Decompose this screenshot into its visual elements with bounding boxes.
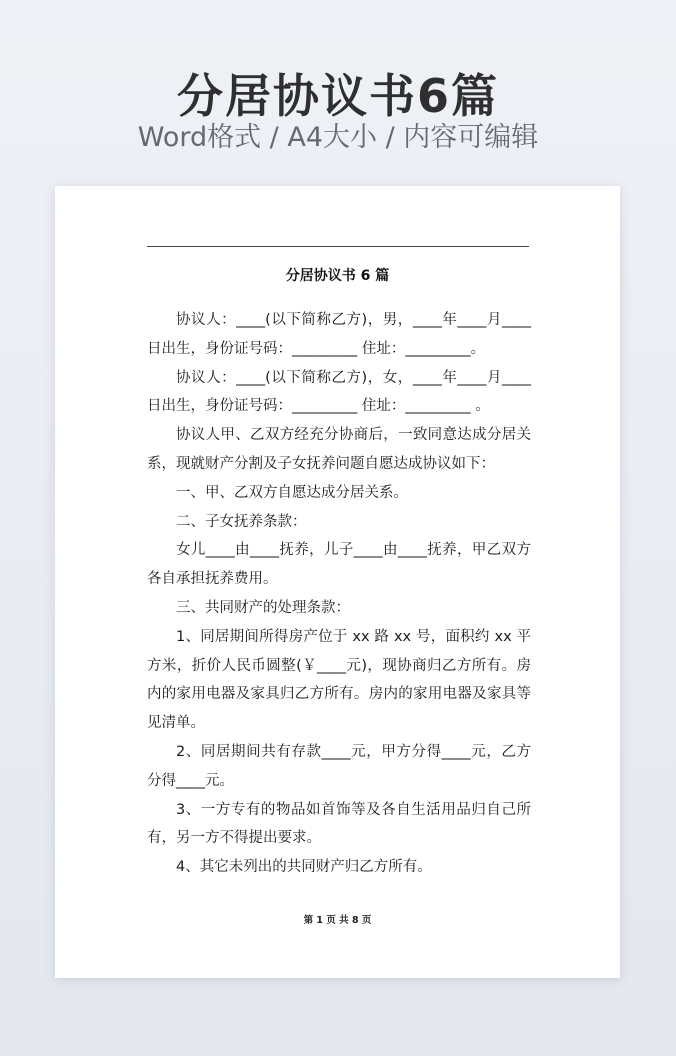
clause-3-item-2: 2、同居期间共有存款____元，甲方分得____元，乙方分得____元。 — [147, 743, 531, 789]
clause-2-heading: 二、子女抚养条款： — [176, 513, 307, 530]
clause-3-item-1: 1、同居期间所得房产位于 xx 路 xx 号，面积约 xx 平方米，折价人民币圆整(￥____元)，现协商归乙方所有。房内的家用电器及家具归乙方所有。房内的家用电器及家具等见清单。 — [147, 628, 531, 732]
header-rule — [147, 246, 529, 247]
clause-3-item-3: 3、一方专有的物品如首饰等及各自生活用品归自己所有，另一方不得提出要求。 — [147, 801, 531, 847]
paragraph-party-male: 协议人：____(以下简称乙方)，男，____年____月____日出生，身份证号码：_________ 住址：_________。 — [147, 312, 531, 357]
page-number: 第 1 页 共 8 页 — [303, 915, 372, 926]
document-page — [55, 186, 620, 978]
paragraph-party-female: 协议人：____(以下简称乙方)，女，____年____月____日出生，身份证号码：_________ 住址：_________ 。 — [147, 369, 531, 415]
paragraph-preamble: 协议人甲、乙双方经充分协商后，一致同意达成分居关系，现就财产分割及子女抚养问题自愿达成协议如下： — [147, 427, 531, 472]
clause-3-item-4: 4、其它未列出的共同财产归乙方所有。 — [176, 859, 432, 876]
banner-subtitle: Word格式 / A4大小 / 内容可编辑 — [137, 122, 539, 153]
clause-3-heading: 三、共同财产的处理条款： — [176, 599, 350, 616]
banner-title: 分居协议书6篇 — [176, 69, 499, 123]
document-body — [147, 306, 531, 882]
clause-1: 一、甲、乙双方自愿达成分居关系。 — [176, 484, 408, 501]
document-title: 分居协议书 6 篇 — [285, 268, 390, 284]
clause-2-body: 女儿____由____抚养，儿子____由____抚养，甲乙双方各自承担抚养费用。 — [147, 542, 531, 588]
